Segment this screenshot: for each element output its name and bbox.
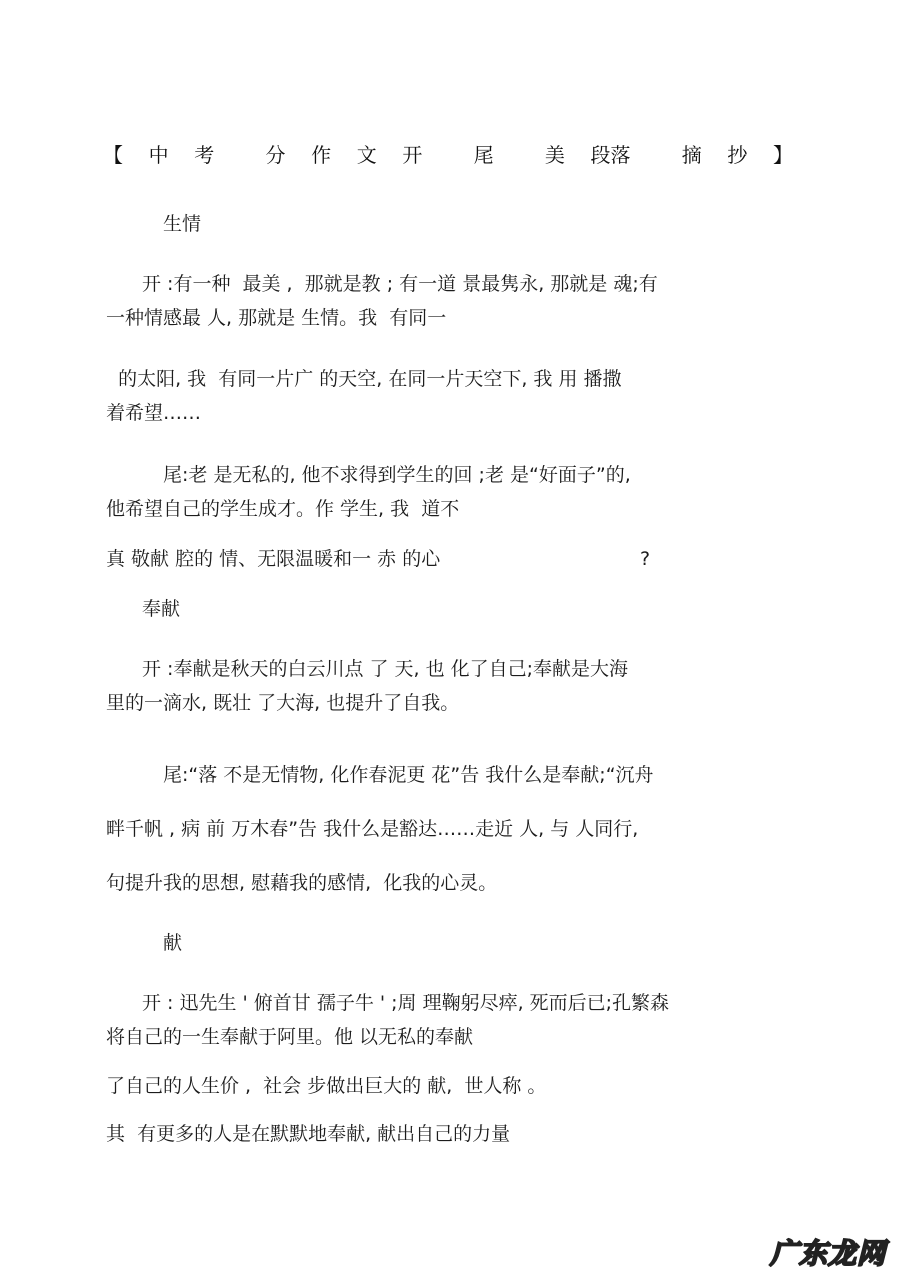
title-part: 尾 [473, 143, 494, 167]
paragraph-line: 将自己的一生奉献于阿里。他 以无私的奉献 [106, 1026, 474, 1048]
title-part: 分 [265, 143, 286, 167]
title-part: 作 [311, 143, 332, 167]
paragraph-line: 开 :有一种 最美 , 那就是教 ; 有一道 景最隽永, 那就是 魂;有 [142, 273, 658, 295]
paragraph-line: 的太阳, 我 有同一片广 的天空, 在同一片天空下, 我 用 播撒 [106, 368, 622, 390]
paragraph-line: 尾:老 是无私的, 他不求得到学生的回 ;老 是“好面子”的, [163, 464, 631, 486]
title-part: 抄 [727, 143, 748, 167]
title-part: 美 [544, 143, 565, 167]
question-mark: ? [640, 548, 651, 570]
paragraph-line: 畔千帆 , 病 前 万木春”告 我什么是豁达……走近 人, 与 人同行, [106, 818, 639, 840]
title-part: 】 [773, 143, 793, 167]
title-part: 【 [103, 143, 123, 167]
section-heading: 献 [163, 932, 183, 954]
paragraph-line: 其 有更多的人是在默默地奉献, 献出自己的力量 [106, 1123, 511, 1145]
section-heading: 生情 [163, 213, 202, 235]
document-title [103, 142, 793, 168]
paragraph-line: 他希望自己的学生成才。作 学生, 我 道不 [106, 498, 460, 520]
paragraph-line: 一种情感最 人, 那就是 生情。我 有同一 [106, 307, 447, 329]
paragraph-line: 真 敬献 腔的 情、无限温暖和一 赤 的心 [106, 548, 441, 570]
paragraph-line: 开 : 迅先生 ' 俯首甘 孺子牛 ' ;周 理鞠躬尽瘁, 死而后已;孔繁森 [142, 992, 670, 1014]
paragraph-line: 句提升我的思想, 慰藉我的感情, 化我的心灵。 [106, 872, 498, 894]
title-part: 中 [148, 143, 169, 167]
paragraph-line: 着希望…… [106, 402, 202, 424]
title-part: 段落 [590, 143, 631, 167]
title-part: 文 [356, 143, 377, 167]
paragraph-line: 尾:“落 不是无情物, 化作春泥更 花”告 我什么是奉献;“沉舟 [163, 764, 654, 786]
watermark-logo: 广东龙网 [770, 1237, 887, 1270]
section-heading: 奉献 [142, 598, 181, 620]
title-part: 开 [402, 143, 423, 167]
title-part: 摘 [681, 143, 702, 167]
paragraph-line: 开 :奉献是秋天的白云川点 了 天, 也 化了自己;奉献是大海 [142, 658, 629, 680]
title-part: 考 [194, 143, 215, 167]
paragraph-line: 了自己的人生价 , 社会 步做出巨大的 献, 世人称 。 [106, 1075, 547, 1097]
paragraph-line: 里的一滴水, 既壮 了大海, 也提升了自我。 [106, 692, 460, 714]
